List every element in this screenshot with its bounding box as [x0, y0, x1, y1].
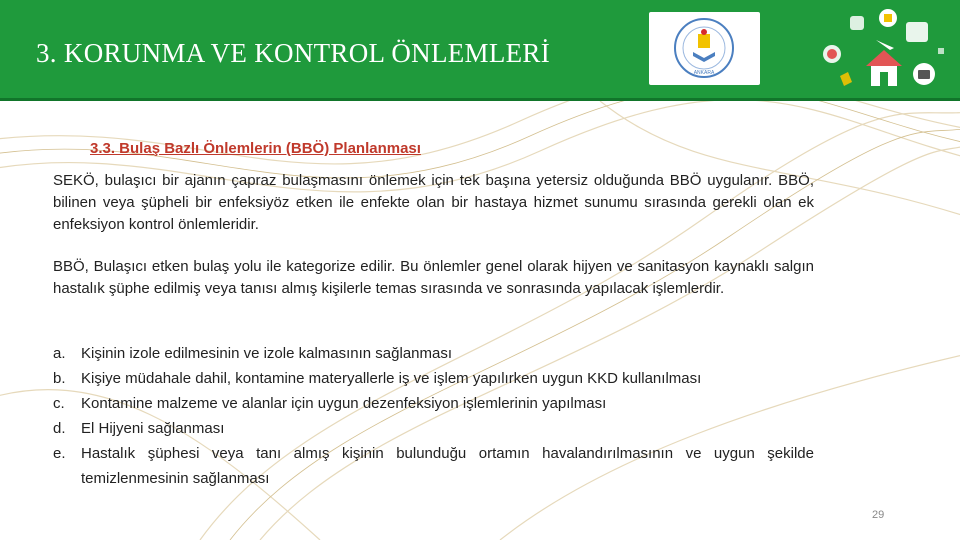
measures-list — [53, 341, 814, 491]
list-marker: c. — [53, 395, 65, 412]
slide-title: 3. KORUNMA VE KONTROL ÖNLEMLERİ — [36, 38, 551, 68]
list-item — [53, 341, 814, 366]
title-bar-border — [0, 98, 960, 101]
list-item — [53, 441, 814, 491]
list-item-text: Kişiye müdahale dahil, kontamine materyallerle iş ve işlem yapılırken uygun KKD kullanılması — [81, 370, 702, 387]
paragraph-2: BBÖ, Bulaşıcı etken bulaş yolu ile kategorize edilir. Bu önlemler genel olarak hijyen ve sanitasyon kaynaklı salgın hastalık şüphe edilmiş veya tanısı almış kişilerle temas sırasında ve sonrasında yapılacak işlemlerdir. — [53, 258, 814, 297]
list-marker: e. — [53, 445, 66, 462]
paragraph-1: SEKÖ, bulaşıcı bir ajanın çapraz bulaşmasını önlemek için tek başına yetersiz olduğunda BBÖ uygulanır. BBÖ, bilinen veya şüpheli bir enfeksiyöz etken ile enfekte olan bir hastaya hizmet sunumu sırasında gerekli olan ek enfeksiyon kontrol önlemleridir. — [53, 172, 814, 233]
list-item — [53, 391, 814, 416]
list-item-text: Kontamine malzeme ve alanlar için uygun dezenfeksiyon işlemlerinin yapılması — [81, 395, 607, 412]
page-number: 29 — [872, 509, 885, 521]
school-icon — [827, 49, 837, 59]
house-icon — [866, 50, 902, 66]
lightbulb-icon — [884, 14, 892, 22]
list-item — [53, 416, 814, 441]
emblem-logo-icon — [649, 12, 760, 85]
people-icon — [906, 22, 928, 42]
section-subtitle: 3.3. Bulaş Bazlı Önlemlerin (BBÖ) Planlanması — [90, 140, 421, 157]
airplane-icon — [876, 40, 894, 50]
list-item-text: El Hijyeni sağlanması — [81, 420, 225, 437]
camera-icon — [918, 70, 930, 79]
list-item-text: Kişinin izole edilmesinin ve izole kalmasının sağlanması — [81, 345, 453, 362]
logo-text: ANKARA — [693, 70, 715, 76]
list-marker: d. — [53, 420, 66, 437]
list-item-text: Hastalık şüphesi veya tanı almış kişinin bulunduğu ortamın havalandırılmasının ve uygun şekilde temizlenmesinin sağlanması — [81, 445, 814, 487]
logo — [649, 12, 760, 85]
list-marker: a. — [53, 345, 66, 362]
list-marker: b. — [53, 370, 66, 387]
title-bar — [0, 0, 960, 100]
decorative-icons-cluster — [820, 4, 950, 94]
list-item — [53, 366, 814, 391]
